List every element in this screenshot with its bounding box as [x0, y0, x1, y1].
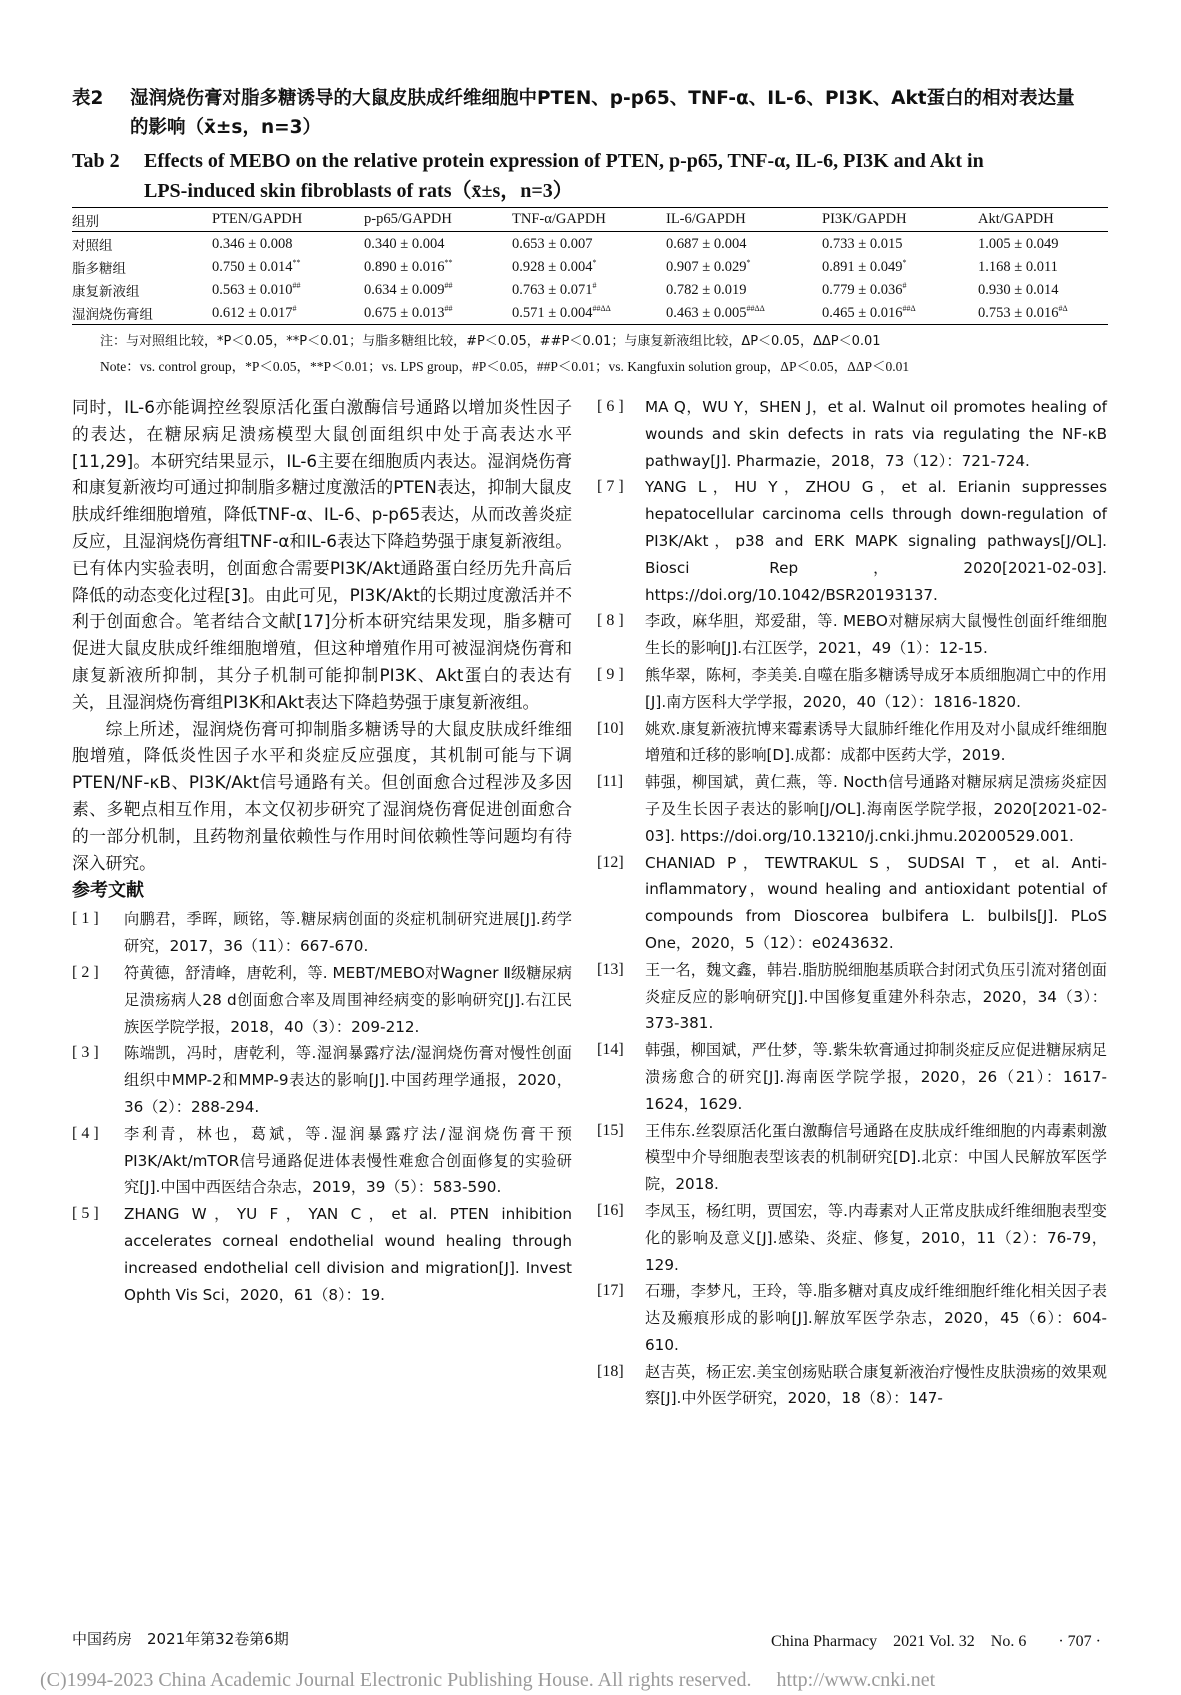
cell-value: 0.346 ± 0.008	[212, 235, 293, 252]
reference-number: [14]	[597, 1041, 624, 1059]
cell-value: 0.612 ± 0.017	[212, 304, 293, 321]
significance-mark: ##Δ	[902, 303, 916, 313]
cell-value: 0.653 ± 0.007	[512, 235, 593, 252]
reference-number: [ 6 ]	[597, 398, 624, 415]
cell-value: 0.782 ± 0.019	[666, 281, 747, 298]
table-cell	[364, 278, 512, 301]
caption-en-line2: LPS-induced skin fibroblasts of rats（x̄±s，n=3）	[144, 180, 573, 202]
references-title: 参考文献	[72, 880, 144, 902]
reference-text: 符黄德，舒清峰，唐乾利，等. MEBT/MEBO对Wagner Ⅱ级糖尿病足溃疡病人28 d创面愈合率及周围神经病变的影响研究[J].右江民族医学院学报，2018，40（3）：209-212.	[124, 963, 572, 1036]
table-label-cn: 表2	[72, 88, 104, 109]
reference-number: [17]	[597, 1282, 624, 1300]
footer-journal-en: China Pharmacy 2021 Vol. 32 No. 6 · 707 ·	[770, 1633, 1101, 1650]
table-cell	[512, 301, 666, 325]
significance-mark: **	[292, 257, 301, 267]
reference-text: 李利青，林也，葛斌，等.湿润暴露疗法/湿润烧伤膏干预PI3K/Akt/mTOR信号通路促进体表慢性难愈合创面修复的实验研究[J].中国中西医结合杂志，2019，39（5）：583-590.	[124, 1124, 572, 1197]
reference-number: [16]	[597, 1201, 624, 1219]
table-cell	[978, 232, 1108, 256]
table-cell	[212, 255, 364, 278]
reference-item	[597, 957, 1107, 1037]
table-cell	[822, 232, 978, 256]
col-header: p-p65/GAPDH	[364, 211, 452, 227]
table-label-en: Tab 2	[72, 150, 120, 172]
significance-mark: #	[592, 280, 597, 290]
reference-item	[597, 1118, 1107, 1198]
reference-item	[72, 1040, 572, 1120]
copyright-watermark: (C)1994-2023 China Academic Journal Electronic Publishing House. All rights reserved. http://www.cnki.net	[40, 1669, 936, 1691]
reference-text: ZHANG W，YU F，YAN C，et al. PTEN inhibition accelerates corneal endothelial wound healing through increased endothelial cell division and migration[J]. Invest Ophth Vis Sci，2020，61（8）：19.	[124, 1205, 572, 1304]
table-cell	[822, 301, 978, 325]
reference-text: 李政，麻华胆，郑爱甜，等. MEBO对糖尿病大鼠慢性创面纤维细胞生长的影响[J].右江医学，2021，49（1）：12-15.	[645, 612, 1107, 658]
footer-journal-cn: 中国药房 2021年第32卷第6期	[72, 1630, 289, 1648]
table-cell	[212, 278, 364, 301]
cell-value: 0.750 ± 0.014	[212, 258, 293, 275]
reference-text: 韩强，柳国斌，严仕梦，等.紫朱软膏通过抑制炎症反应促进糖尿病足溃疡愈合的研究[J].海南医学院学报，2020，26（21）：1617-1624，1629.	[645, 1041, 1107, 1113]
reference-item	[597, 716, 1107, 770]
table-row	[72, 255, 1108, 278]
table-cell	[364, 255, 512, 278]
table-note-en: Note：vs. control group，*P＜0.05，**P＜0.01；vs. LPS group，#P＜0.05，##P＜0.01；vs. Kangfuxin solution group，ΔP＜0.05，ΔΔP＜0.01	[100, 359, 910, 374]
cell-value: 0.930 ± 0.014	[978, 281, 1059, 298]
caption-cn-line2: 的影响（x̄±s，n=3）	[130, 117, 321, 138]
table-cell	[822, 278, 978, 301]
reference-text: 李凤玉，杨红明，贾国宏，等.内毒素对人正常皮肤成纤维细胞表型变化的影响及意义[J].感染、炎症、修复，2010，11（2）：76-79，129.	[645, 1201, 1107, 1274]
reference-item	[597, 1198, 1107, 1278]
table-caption-cn	[72, 84, 1112, 142]
reference-number: [15]	[597, 1121, 624, 1139]
significance-mark: #	[902, 280, 907, 290]
cell-value: 0.753 ± 0.016	[978, 304, 1059, 321]
reference-item	[72, 1201, 572, 1308]
reference-item	[597, 394, 1107, 474]
reference-text: 赵吉英，杨正宏.美宝创疡贴联合康复新液治疗慢性皮肤溃疡的效果观察[J].中外医学研究，2020，18（8）：147-	[645, 1362, 1107, 1408]
cell-value: 0.733 ± 0.015	[822, 235, 903, 252]
table-cell	[978, 255, 1108, 278]
table-cell	[666, 301, 822, 325]
cell-value: 0.891 ± 0.049	[822, 258, 903, 275]
table-cell	[512, 278, 666, 301]
caption-en-line1: Effects of MEBO on the relative protein expression of PTEN, p-p65, TNF-α, IL-6, PI3K and Akt in	[144, 150, 984, 172]
reference-text: 王伟东.丝裂原活化蛋白激酶信号通路在皮肤成纤维细胞的内毒素刺激模型中介导细胞表型该表的机制研究[D].北京：中国人民解放军医学院，2018.	[645, 1121, 1107, 1194]
col-header: IL-6/GAPDH	[666, 211, 746, 227]
references-list-left	[72, 906, 572, 1308]
reference-text: 石珊，李梦凡，王玲，等.脂多糖对真皮成纤维细胞纤维化相关因子表达及瘢痕形成的影响[J].解放军医学杂志，2020，45（6）：604-610.	[645, 1282, 1107, 1354]
reference-number: [11]	[597, 773, 624, 791]
significance-mark: #	[292, 303, 297, 313]
reference-item	[597, 769, 1107, 849]
caption-cn-line1: 湿润烧伤膏对脂多糖诱导的大鼠皮肤成纤维细胞中PTEN、p-p65、TNF-α、IL-6、PI3K、Akt蛋白的相对表达量	[130, 88, 1075, 109]
reference-number: [ 2 ]	[72, 963, 99, 981]
reference-text: 陈端凯，冯时，唐乾利，等.湿润暴露疗法/湿润烧伤膏对慢性创面组织中MMP-2和MMP-9表达的影响[J].中国药理学通报，2020，36（2）：288-294.	[124, 1044, 572, 1116]
significance-mark: *	[902, 257, 907, 267]
left-column	[72, 394, 572, 1308]
significance-mark: ##	[292, 280, 301, 290]
reference-item	[597, 1037, 1107, 1117]
reference-text: 姚欢.康复新液抗博来霉素诱导大鼠肺纤维化作用及对小鼠成纤维细胞增殖和迁移的影响[D].成都：成都中医药大学，2019.	[645, 719, 1107, 765]
significance-mark: ##	[444, 303, 453, 313]
cell-value: 0.340 ± 0.004	[364, 235, 445, 252]
cell-value: 0.463 ± 0.005	[666, 304, 747, 321]
reference-number: [10]	[597, 719, 624, 737]
group-name: 康复新液组	[72, 283, 140, 300]
reference-text: MA Q，WU Y，SHEN J，et al. Walnut oil promotes healing of wounds and skin defects in rats via regulating the NF-κB pathway[J]. Pharmazie，2018，73（12）：721-724.	[645, 398, 1107, 470]
table-row	[72, 278, 1108, 301]
reference-item	[597, 608, 1107, 662]
reference-number: [ 9 ]	[597, 665, 624, 683]
cell-value: 0.465 ± 0.016	[822, 304, 903, 321]
col-header: TNF-α/GAPDH	[512, 211, 606, 227]
table-cell	[364, 301, 512, 325]
table-cell	[512, 255, 666, 278]
cell-value: 0.675 ± 0.013	[364, 304, 445, 321]
references-list-right	[597, 394, 1107, 1412]
reference-item	[72, 906, 572, 960]
significance-mark: #Δ	[1058, 303, 1068, 313]
reference-number: [ 4 ]	[72, 1124, 99, 1142]
cell-value: 0.634 ± 0.009	[364, 281, 445, 298]
group-name: 湿润烧伤膏组	[72, 306, 153, 323]
table-row	[72, 232, 1108, 256]
reference-number: [ 1 ]	[72, 910, 99, 928]
significance-mark: *	[746, 257, 751, 267]
right-column	[597, 394, 1107, 1412]
reference-number: [13]	[597, 960, 624, 978]
reference-item	[597, 1278, 1107, 1358]
cell-value: 0.928 ± 0.004	[512, 258, 593, 275]
table-cell	[512, 232, 666, 256]
data-table	[72, 207, 1108, 325]
col-header: 组别	[72, 213, 99, 230]
significance-mark: ##ΔΔ	[592, 303, 611, 313]
reference-number: [18]	[597, 1362, 624, 1380]
reference-number: [ 3 ]	[72, 1044, 99, 1062]
table-cell	[666, 278, 822, 301]
cell-value: 0.571 ± 0.004	[512, 304, 593, 321]
reference-text: 向鹏君，季晖，顾铭，等.糖尿病创面的炎症机制研究进展[J].药学研究，2017，36（11）：667-670.	[124, 910, 572, 956]
reference-text: 熊华翠，陈柯，李美美.自噬在脂多糖诱导成牙本质细胞凋亡中的作用[J].南方医科大学学报，2020，40（12）：1816-1820.	[645, 665, 1107, 711]
reference-item	[72, 1121, 572, 1201]
col-header: PTEN/GAPDH	[212, 211, 303, 227]
table-cell	[212, 232, 364, 256]
table-cell	[666, 232, 822, 256]
significance-mark: ##ΔΔ	[746, 303, 765, 313]
col-header: PI3K/GAPDH	[822, 211, 907, 227]
reference-number: [12]	[597, 853, 624, 871]
significance-mark: *	[592, 257, 597, 267]
body-paragraph: 同时，IL-6亦能调控丝裂原活化蛋白激酶信号通路以增加炎性因子的表达，在糖尿病足溃疡模型大鼠创面组织中处于高表达水平[11,29]。本研究结果显示，IL-6主要在细胞质内表达。湿润烧伤膏和康复新液均可通过抑制脂多糖过度激活的PTEN表达，抑制大鼠皮肤成纤维细胞增殖，降低TNF-α、IL-6、p-p65表达，从而改善炎症反应，且湿润烧伤膏组TNF-α和IL-6表达下降趋势强于康复新液组。已有体内实验表明，创面愈合需要PI3K/Akt通路蛋白经历先升高后降低的动态变化过程[3]。由此可见，PI3K/Akt的长期过度激活并不利于创面愈合。笔者结合文献[17]分析本研究结果发现，脂多糖可促进大鼠皮肤成纤维细胞增殖，但这种增殖作用可被湿润烧伤膏和康复新液所抑制，其分子机制可能抑制PI3K、Akt蛋白的表达有关，且湿润烧伤膏组PI3K和Akt表达下降趋势强于康复新液组。	[72, 397, 572, 712]
group-name: 对照组	[72, 237, 113, 254]
cell-value: 1.005 ± 0.049	[978, 235, 1059, 252]
reference-number: [ 7 ]	[597, 478, 624, 496]
table-note-cn: 注：与对照组比较，*P＜0.05，**P＜0.01；与脂多糖组比较，#P＜0.05，##P＜0.01；与康复新液组比较，ΔP＜0.05，ΔΔP＜0.01	[100, 334, 881, 349]
table-cell	[822, 255, 978, 278]
table-cell	[978, 301, 1108, 325]
reference-number: [ 8 ]	[597, 612, 624, 630]
table-cell	[978, 278, 1108, 301]
reference-item	[597, 850, 1107, 957]
reference-item	[597, 662, 1107, 716]
significance-mark: ##	[444, 280, 453, 290]
reference-text: CHANIAD P，TEWTRAKUL S，SUDSAI T，et al. Anti-inflammatory，wound healing and antioxidant potential of compounds from Dioscorea bulbifera L. bulbils[J]. PLoS One，2020，5（12）：e0243632.	[645, 853, 1107, 952]
reference-number: [ 5 ]	[72, 1205, 99, 1223]
body-paragraph: 综上所述，湿润烧伤膏可抑制脂多糖诱导的大鼠皮肤成纤维细胞增殖，降低炎性因子水平和炎症反应强度，其机制可能与下调PTEN/NF-κB、PI3K/Akt信号通路有关。但创面愈合过程涉及多因素、多靶点相互作用，本文仅初步研究了湿润烧伤膏促进创面愈合的一部分机制，且药物剂量依赖性与作用时间依赖性等问题均有待深入研究。	[72, 718, 572, 873]
cell-value: 0.563 ± 0.010	[212, 281, 293, 298]
table-cell	[666, 255, 822, 278]
reference-text: YANG L，HU Y，ZHOU G，et al. Erianin suppresses hepatocellular carcinoma cells through down-regulation of PI3K/Akt，p38 and ERK MAPK signaling pathways[J/OL]. Biosci Rep，2020[2021-02-03]. https://doi.org/10.1042/BSR20193137.	[645, 478, 1107, 604]
table-cell	[212, 301, 364, 325]
reference-text: 王一名，魏文鑫，韩岩.脂肪脱细胞基质联合封闭式负压引流对猪创面炎症反应的影响研究[J].中国修复重建外科杂志，2020，34（3）：373-381.	[645, 960, 1107, 1033]
reference-item	[597, 1359, 1107, 1413]
significance-mark: **	[444, 257, 453, 267]
table-header-row	[72, 208, 1108, 232]
reference-item	[597, 474, 1107, 608]
cell-value: 1.168 ± 0.011	[978, 258, 1058, 275]
cell-value: 0.907 ± 0.029	[666, 258, 747, 275]
col-header: Akt/GAPDH	[978, 211, 1054, 227]
reference-text: 韩强，柳国斌，黄仁燕，等. Nocth信号通路对糖尿病足溃疡炎症因子及生长因子表达的影响[J/OL].海南医学院学报，2020[2021-02-03]. https://doi.org/10.13210/j.cnki.jhmu.20200529.001.	[645, 773, 1107, 845]
table-caption-en	[72, 146, 1112, 206]
cell-value: 0.779 ± 0.036	[822, 281, 903, 298]
table-row	[72, 301, 1108, 325]
cell-value: 0.687 ± 0.004	[666, 235, 747, 252]
cell-value: 0.763 ± 0.071	[512, 281, 593, 298]
reference-item	[72, 960, 572, 1040]
group-name: 脂多糖组	[72, 260, 126, 277]
cell-value: 0.890 ± 0.016	[364, 258, 445, 275]
table-cell	[364, 232, 512, 256]
